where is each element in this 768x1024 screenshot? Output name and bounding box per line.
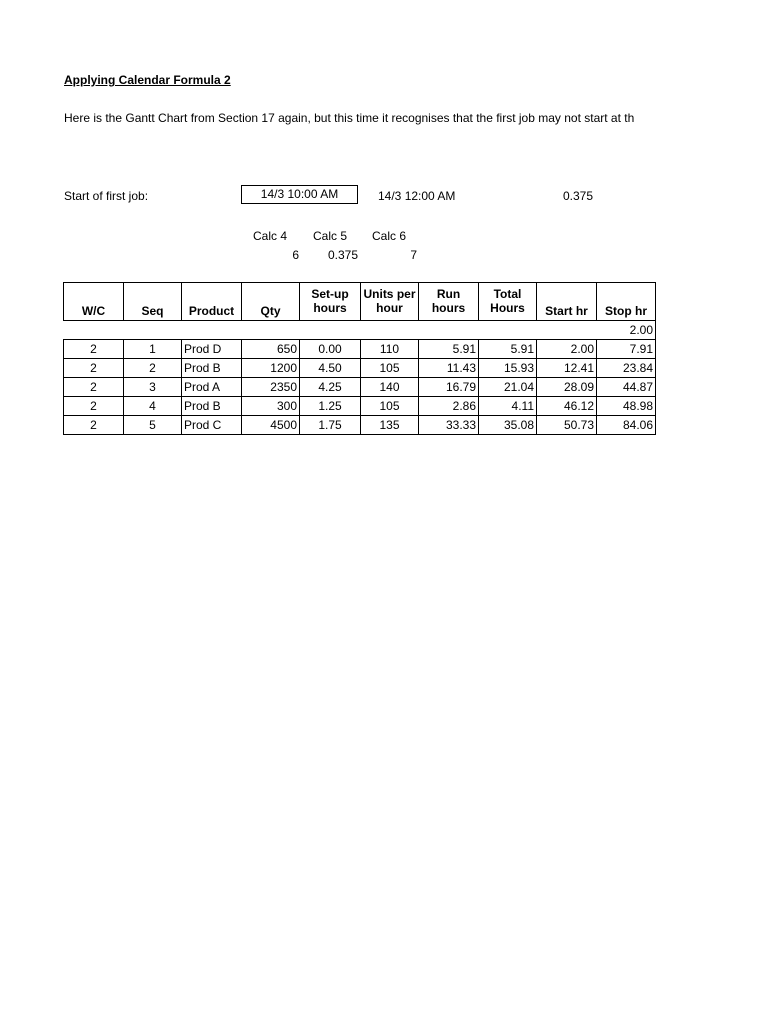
cell-total-hours[interactable]: 15.93: [479, 359, 537, 378]
table-row: [64, 378, 656, 397]
cell-wc[interactable]: 2: [64, 416, 124, 435]
cell-product[interactable]: Prod B: [182, 397, 242, 416]
cell-run-hours[interactable]: 11.43: [419, 359, 479, 378]
calc5-header: Calc 5: [312, 229, 347, 243]
cell-total-hours[interactable]: 5.91: [479, 340, 537, 359]
cell-units-per-hour[interactable]: 135: [361, 416, 419, 435]
cell-setup-hours[interactable]: 1.25: [300, 397, 361, 416]
cell-start-hr[interactable]: 50.73: [537, 416, 597, 435]
cell-stop-hr[interactable]: 23.84: [597, 359, 656, 378]
cell-start-hr[interactable]: 28.09: [537, 378, 597, 397]
cell-wc[interactable]: 2: [64, 397, 124, 416]
table-header-row: [64, 283, 656, 321]
col-header-qty: Qty: [242, 283, 300, 321]
schedule-table: [63, 282, 656, 435]
cell-setup-hours[interactable]: 4.50: [300, 359, 361, 378]
col-header-product: Product: [182, 283, 242, 321]
cell-seq[interactable]: 3: [124, 378, 182, 397]
cell-product[interactable]: Prod C: [182, 416, 242, 435]
table-row: [64, 416, 656, 435]
calc4-value: 6: [292, 248, 299, 262]
cell-qty[interactable]: 300: [242, 397, 300, 416]
cell-qty[interactable]: 2350: [242, 378, 300, 397]
initial-stop-cell[interactable]: 2.00: [597, 321, 656, 340]
cell-units-per-hour[interactable]: 105: [361, 359, 419, 378]
cell-units-per-hour[interactable]: 105: [361, 397, 419, 416]
calc5-value: 0.375: [327, 248, 358, 262]
initial-row: [64, 321, 656, 340]
cell-total-hours[interactable]: 35.08: [479, 416, 537, 435]
col-header-wc: W/C: [64, 283, 124, 321]
cell-qty[interactable]: 4500: [242, 416, 300, 435]
cell-stop-hr[interactable]: 7.91: [597, 340, 656, 359]
col-header-units: Units per hour: [361, 283, 419, 321]
cell-start-hr[interactable]: 2.00: [537, 340, 597, 359]
col-header-seq: Seq: [124, 283, 182, 321]
table-row: [64, 397, 656, 416]
cell-run-hours[interactable]: 2.86: [419, 397, 479, 416]
cell-stop-hr[interactable]: 44.87: [597, 378, 656, 397]
cell-run-hours[interactable]: 16.79: [419, 378, 479, 397]
cell-stop-hr[interactable]: 48.98: [597, 397, 656, 416]
cell-setup-hours[interactable]: 4.25: [300, 378, 361, 397]
start-value-cell[interactable]: 14/3 10:00 AM: [241, 185, 358, 204]
cell-wc[interactable]: 2: [64, 359, 124, 378]
cell-total-hours[interactable]: 21.04: [479, 378, 537, 397]
col-header-setup: Set-up hours: [300, 283, 361, 321]
cell-qty[interactable]: 1200: [242, 359, 300, 378]
cell-product[interactable]: Prod B: [182, 359, 242, 378]
cell-seq[interactable]: 2: [124, 359, 182, 378]
col-header-total: Total Hours: [479, 283, 537, 321]
cell-units-per-hour[interactable]: 140: [361, 378, 419, 397]
cell-stop-hr[interactable]: 84.06: [597, 416, 656, 435]
start-label: Start of first job:: [64, 189, 149, 203]
cell-units-per-hour[interactable]: 110: [361, 340, 419, 359]
cell-product[interactable]: Prod D: [182, 340, 242, 359]
cell-run-hours[interactable]: 33.33: [419, 416, 479, 435]
table-row: [64, 340, 656, 359]
cell-setup-hours[interactable]: 0.00: [300, 340, 361, 359]
col-header-start: Start hr: [537, 283, 597, 321]
col-header-run: Run hours: [419, 283, 479, 321]
cell-wc[interactable]: 2: [64, 340, 124, 359]
calc4-header: Calc 4: [252, 229, 287, 243]
intro-text: Here is the Gantt Chart from Section 17 again, but this time it recognises that the first job may not start at th: [64, 111, 635, 125]
page-title: Applying Calendar Formula 2: [64, 73, 231, 87]
calc6-value: 7: [410, 248, 417, 262]
cell-seq[interactable]: 1: [124, 340, 182, 359]
cell-total-hours[interactable]: 4.11: [479, 397, 537, 416]
cell-start-hr[interactable]: 46.12: [537, 397, 597, 416]
cell-setup-hours[interactable]: 1.75: [300, 416, 361, 435]
cell-qty[interactable]: 650: [242, 340, 300, 359]
cell-run-hours[interactable]: 5.91: [419, 340, 479, 359]
cell-seq[interactable]: 5: [124, 416, 182, 435]
cell-seq[interactable]: 4: [124, 397, 182, 416]
table-row: [64, 359, 656, 378]
calc6-header: Calc 6: [371, 229, 406, 243]
cell-product[interactable]: Prod A: [182, 378, 242, 397]
start-reference: 14/3 12:00 AM: [378, 189, 456, 203]
cell-wc[interactable]: 2: [64, 378, 124, 397]
start-fraction: 0.375: [563, 189, 594, 203]
cell-start-hr[interactable]: 12.41: [537, 359, 597, 378]
col-header-stop: Stop hr: [597, 283, 656, 321]
